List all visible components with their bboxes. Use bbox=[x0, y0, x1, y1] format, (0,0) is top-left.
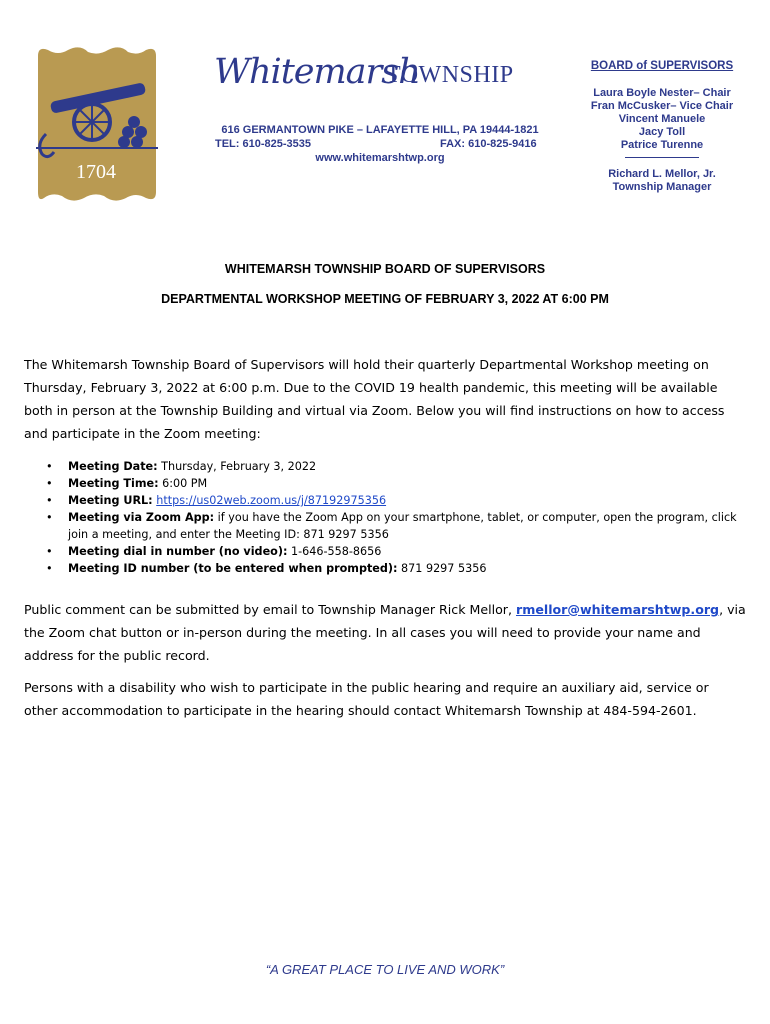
list-item bbox=[38, 458, 738, 475]
divider bbox=[625, 157, 699, 158]
board-member: Vincent Manuele bbox=[618, 113, 706, 125]
meeting-details-list bbox=[38, 458, 738, 577]
seal-year: 1704 bbox=[76, 161, 116, 183]
manager-title: Township Manager bbox=[612, 181, 712, 193]
footer-slogan: “A GREAT PLACE TO LIVE AND WORK” bbox=[265, 962, 505, 977]
bullet-icon: • bbox=[46, 494, 53, 507]
paragraph-text: Public comment can be submitted by email to Township Manager Rick Mellor, bbox=[24, 602, 516, 617]
phone-number: TEL: 610-825-3535 bbox=[215, 138, 311, 150]
website-link[interactable]: www.whitemarshtwp.org bbox=[315, 152, 445, 164]
wordmark-script: Whitemarsh bbox=[214, 52, 420, 92]
township-seal bbox=[28, 44, 166, 204]
item-label: Meeting URL: bbox=[68, 494, 153, 507]
board-list bbox=[583, 60, 741, 194]
board-member: Laura Boyle Nester– Chair bbox=[593, 87, 731, 99]
list-item bbox=[38, 560, 738, 577]
item-label: Meeting via Zoom App: bbox=[68, 511, 215, 524]
item-text: 6:00 PM bbox=[158, 477, 208, 490]
document-heading: WHITEMARSH TOWNSHIP BOARD OF SUPERVISORS bbox=[224, 262, 546, 276]
item-text: if you have the Zoom App on your smartphone, tablet, or computer, open the program, click join a meeting, and enter the Meeting ID: 871 9297 5356 bbox=[68, 511, 737, 541]
zoom-meeting-link[interactable]: https://us02web.zoom.us/j/87192975356 bbox=[156, 494, 387, 507]
item-text: 1-646-558-8656 bbox=[287, 545, 382, 558]
board-member: Jacy Toll bbox=[638, 126, 686, 138]
list-item bbox=[38, 492, 738, 509]
board-member: Fran McCusker– Vice Chair bbox=[590, 100, 734, 112]
item-label: Meeting ID number (to be entered when prompted): bbox=[68, 562, 398, 575]
wordmark-caps: TOWNSHIP bbox=[386, 62, 514, 88]
list-item bbox=[38, 509, 738, 543]
bullet-icon: • bbox=[46, 477, 53, 490]
item-label: Meeting dial in number (no video): bbox=[68, 545, 288, 558]
meeting-heading: DEPARTMENTAL WORKSHOP MEETING OF FEBRUARY 3, 2022 AT 6:00 PM bbox=[161, 292, 609, 306]
township-wordmark bbox=[208, 44, 538, 104]
bullet-icon: • bbox=[46, 511, 53, 524]
address-line: 616 GERMANTOWN PIKE – LAFAYETTE HILL, PA 19444-1821 bbox=[221, 124, 539, 136]
accessibility-paragraph: Persons with a disability who wish to participate in the public hearing and require an auxiliary aid, service or other accommodation to participate in the hearing should contact Whitemarsh Township at 484-594-2601. bbox=[24, 680, 709, 718]
fax-number: FAX: 610-825-9416 bbox=[440, 138, 537, 150]
item-label: Meeting Date: bbox=[68, 460, 158, 473]
item-text: 871 9297 5356 bbox=[397, 562, 487, 575]
public-comment-paragraph bbox=[24, 598, 746, 667]
bullet-icon: • bbox=[46, 545, 53, 558]
intro-paragraph: The Whitemarsh Township Board of Supervisors will hold their quarterly Departmental Workshop meeting on Thursday, February 3, 2022 at 6:00 p.m. Due to the COVID 19 health pandemic, this meeting will be available both in person at the Township Building and virtual via Zoom. Below you will find instructions on how to access and participate in the Zoom meeting: bbox=[24, 357, 725, 441]
list-item bbox=[38, 543, 738, 560]
list-item bbox=[38, 475, 738, 492]
bullet-icon: • bbox=[46, 460, 53, 473]
paragraph-text: , via the Zoom chat button or in-person during the meeting. In all cases you will need to provide your name and address for the public record. bbox=[24, 602, 746, 663]
board-member: Patrice Turenne bbox=[620, 139, 704, 151]
email-link[interactable]: rmellor@whitemarshtwp.org bbox=[516, 602, 720, 617]
manager-name: Richard L. Mellor, Jr. bbox=[608, 168, 716, 180]
item-label: Meeting Time: bbox=[68, 477, 159, 490]
bullet-icon: • bbox=[46, 562, 53, 575]
item-text: Thursday, February 3, 2022 bbox=[157, 460, 317, 473]
board-title: BOARD of SUPERVISORS bbox=[590, 60, 734, 72]
